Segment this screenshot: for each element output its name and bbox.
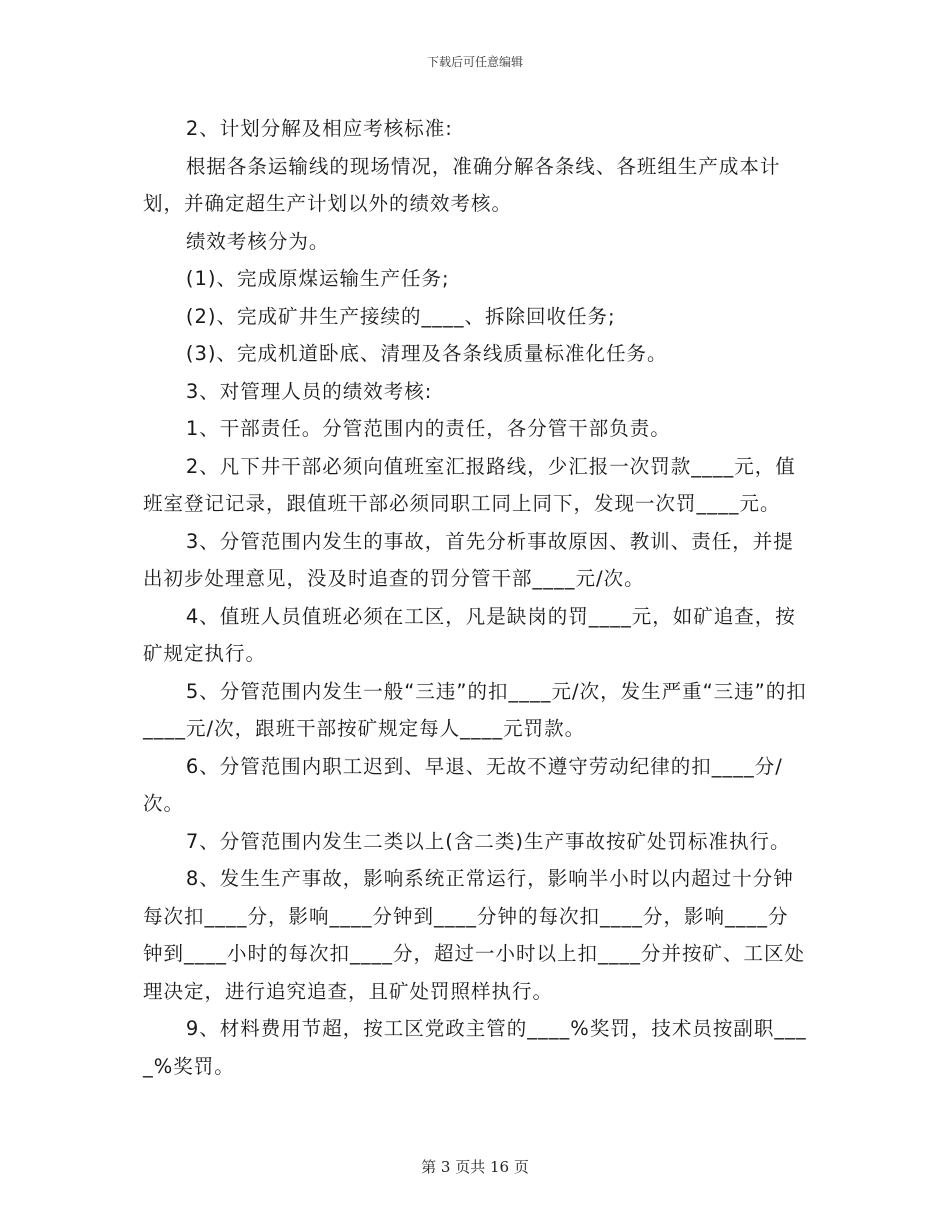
paragraph-10: 3、分管范围内发生的事故，首先分析事故原因、教训、责任，并提出初步处理意见，没及时追查的罚分管干部____元/次。 [143, 529, 794, 590]
paragraph-11: 4、值班人员值班必须在工区，凡是缺岗的罚____元，如矿追查，按矿规定执行。 [143, 604, 796, 665]
paragraph-7: 3、对管理人员的绩效考核: [185, 379, 433, 403]
paragraph-3: 绩效考核分为。 [185, 229, 330, 253]
paragraph-8: 1、干部责任。分管范围内的责任，各分管干部负责。 [185, 417, 671, 440]
paragraph-4: (1)、完成原煤运输生产任务; [185, 267, 450, 290]
paragraph-14: 7、分管范围内发生二类以上(含二类)生产事故按矿处罚标准执行。 [185, 829, 791, 853]
paragraph-16: 9、材料费用节超，按工区党政主管的____%奖罚，技术员按副职____%奖罚。 [143, 1017, 807, 1078]
paragraph-15: 8、发生生产事故，影响系统正常运行，影响半小时以内超过十分钟每次扣____分，影响____分钟到____分钟的每次扣____分，影响____分钟到____小时的每次扣____分，超过一小时以上扣____分并按矿、工区处理决定，进行追究追查，且矿处罚照样执行。 [143, 867, 806, 1003]
paragraph-5: (2)、完成矿井生产接续的____、拆除回收任务; [185, 304, 616, 328]
paragraph-13: 6、分管范围内职工迟到、早退、无故不遵守劳动纪律的扣____分/次。 [143, 754, 783, 815]
document-body [143, 110, 808, 1085]
page-footer: 第 3 页共 16 页 [421, 1158, 529, 1176]
page-header: 下载后可任意编辑 [426, 55, 523, 69]
paragraph-6: (3)、完成机道卧底、清理及各条线质量标准化任务。 [185, 342, 668, 365]
paragraph-12: 5、分管范围内发生一般“三违”的扣____元/次，发生严重“三违”的扣____元/次，跟班干部按矿规定每人____元罚款。 [143, 679, 807, 740]
paragraph-9: 2、凡下井干部必须向值班室汇报路线，少汇报一次罚款____元，值班室登记记录，跟值班干部必须同职工同上同下，发现一次罚____元。 [143, 454, 796, 515]
paragraph-2: 根据各条运输线的现场情况，准确分解各条线、各班组生产成本计划，并确定超生产计划以外的绩效考核。 [143, 154, 781, 215]
paragraph-1: 2、计划分解及相应考核标准: [185, 117, 453, 140]
